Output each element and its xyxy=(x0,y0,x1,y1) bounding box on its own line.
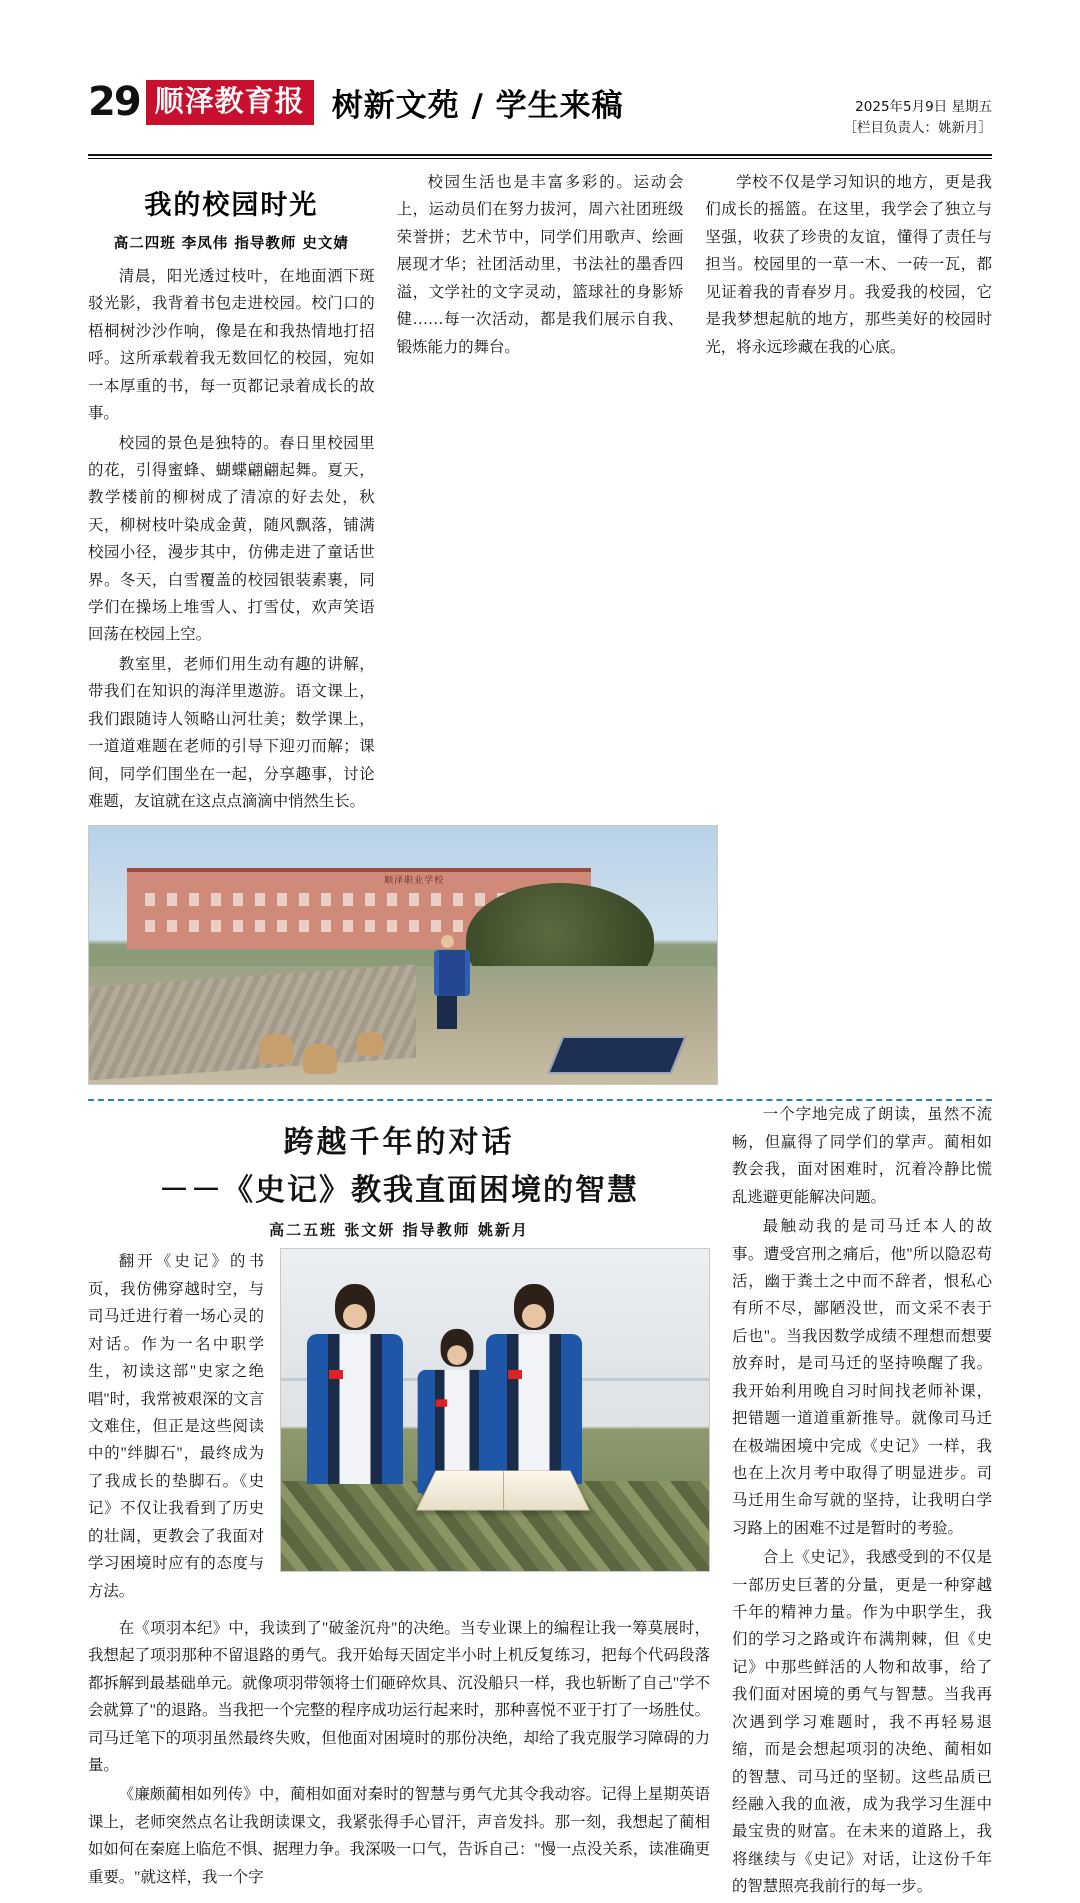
article1-paragraph: 清晨，阳光透过枝叶，在地面洒下斑驳光影，我背着书包走进校园。校门口的梧桐树沙沙作响，像是在和我热情地打招呼。这所承载着我无数回忆的校园，宛如一本厚重的书，每一页都记录着成长的故事。 xyxy=(88,268,375,423)
students-reading-photo xyxy=(280,1248,710,1572)
deer-statue xyxy=(303,1044,337,1074)
deer-statue xyxy=(356,1032,383,1056)
column-editor: ［栏目负责人：姚新月］ xyxy=(843,120,992,137)
article2-columns xyxy=(88,1101,992,1902)
article1-column-1 xyxy=(88,169,375,817)
article2-top-row xyxy=(88,1248,710,1606)
article1-columns xyxy=(88,169,992,817)
article-my-campus-time xyxy=(88,169,992,1085)
student-figure xyxy=(307,1284,403,1494)
article2-paragraph: 最触动我的是司马迁本人的故事。遭受宫刑之痛后，他"所以隐忍苟活，幽于粪土之中而不辞者，恨私心有所不尽，鄙陋没世，而文采不表于后也"。当我因数学成绩不理想而想要放弃时，是司马迁的坚持唤醒了我。我开始利用晚自习时间找老师补课，把错题一道道重新推导。就像司马迁在极端困境中完成《史记》一样，我也在上次月考中取得了明显进步。司马迁用生命写就的坚持，让我明白学习路上的困难不过是暂时的考验。 xyxy=(732,1218,992,1537)
page-number: 29 xyxy=(88,79,140,125)
article2-right-column xyxy=(732,1101,992,1902)
article2-paragraph: 在《项羽本纪》中，我读到了"破釜沉舟"的决绝。当专业课上的编程让我一筹莫展时，我想起了项羽那种不留退路的勇气。我开始每天固定半小时上机反复练习，把每个代码段落都拆解到最基础单元。就像项羽带领将士们砸碎炊具、沉没船只一样，我也斩断了自己"学不会就算了"的退路。当我把一个完整的程序成功运行起来时，那种喜悦不亚于打了一场胜仗。司马迁笔下的项羽虽然最终失败，但他面对困境时的那份决绝，却给了我克服学习障碍的力量。 xyxy=(88,1619,710,1775)
article1-paragraph: 校园生活也是丰富多彩的。运动会上，运动员们在努力拔河，周六社团班级荣誉拼；艺术节中，同学们用歌声、绘画展现才华；社团活动里，书法社的墨香四溢，文学社的文字灵动，篮球社的身影矫健……每一次活动，都是我们展示自我、锻炼能力的舞台。 xyxy=(396,174,684,356)
article2-paragraph: 翻开《史记》的书页，我仿佛穿越时空，与司马迁进行着一场心灵的对话。作为一名中职学生，初读这部"史家之绝唱"时，我常被艰深的文言文难住，但正是这些阅读中的"绊脚石"，最终成为了我成长的垫脚石。《史记》不仅让我看到了历史的壮阔，更教会了我面对学习困境时应有的态度与方法。 xyxy=(88,1253,264,1600)
paper-name: 顺泽教育报 xyxy=(146,80,314,125)
article1-column-2 xyxy=(397,169,684,817)
article2-paragraph: 《廉颇蔺相如列传》中，蔺相如面对秦时的智慧与勇气尤其令我动容。记得上星期英语课上，老师突然点名让我朗读课文，我紧张得手心冒汗，声音发抖。那一刻，我想起了蔺相如如何在秦庭上临危不惧、据理力争。我深吸一口气，告诉自己："慢一点没关系，读准确更重要。"就这样，我一个字 xyxy=(88,1786,710,1886)
section-title: 树新文苑 / 学生来稿 xyxy=(331,87,624,124)
school-sign-text: 顺泽职业学校 xyxy=(384,875,445,886)
publication-date: 2025年5月9日 星期五 xyxy=(855,98,992,115)
article2-intro-column xyxy=(88,1248,264,1606)
student-figure xyxy=(486,1284,582,1494)
article1-column-3 xyxy=(705,169,992,817)
article2-headline-line2: －－《史记》教我直面困境的智慧 xyxy=(159,1173,639,1209)
article2-headline-line1: 跨越千年的对话 xyxy=(283,1125,515,1161)
masthead-rule-thin xyxy=(88,158,992,159)
deer-statue xyxy=(259,1034,293,1064)
article2-paragraph: 合上《史记》，我感受到的不仅是一部历史巨著的分量，更是一种穿越千年的精神力量。作为中职学生，我们的学习之路或许布满荆棘，但《史记》中那些鲜活的人物和故事，给了我们面对困境的勇气与智慧。当我再次遇到学习难题时，我不再轻易退缩，而是会想起项羽的决绝、蔺相如的智慧、司马迁的坚韧。这些品质已经融入我的血液，成为我学习生涯中最宝贵的财富。在未来的道路上，我将继续与《史记》对话，让这份千年的智慧照亮我前行的每一步。 xyxy=(732,1549,992,1896)
student-figure xyxy=(434,935,460,1027)
article1-paragraph: 学校不仅是学习知识的地方，更是我们成长的摇篮。在这里，我学会了独立与坚强，收获了珍贵的友谊，懂得了责任与担当。校园里的一草一木、一砖一瓦，都见证着我的青春岁月。我爱我的校园，它是我梦想起航的地方，那些美好的校园时光，将永远珍藏在我的心底。 xyxy=(705,174,993,356)
article1-byline: 高二四班 李凤伟 指导教师 史文婧 xyxy=(113,236,349,252)
masthead xyxy=(88,0,992,148)
article-dialogue-across-millennia xyxy=(88,1101,992,1902)
article2-paragraph: 一个字地完成了朗读，虽然不流畅，但赢得了同学们的掌声。蔺相如教会我，面对困难时，沉着冷静比慌乱逃避更能解决问题。 xyxy=(732,1106,992,1206)
article2-bottom-text xyxy=(88,1615,710,1893)
solar-panel xyxy=(548,1036,687,1074)
article2-left-block xyxy=(88,1101,710,1902)
article1-paragraph: 校园的景色是独特的。春日里校园里的花，引得蜜蜂、蝴蝶翩翩起舞。夏天，教学楼前的柳树成了清凉的好去处，秋天，柳树枝叶染成金黄，随风飘落，铺满校园小径，漫步其中，仿佛走进了童话世界。冬天，白雪覆盖的校园银装素裹，同学们在操场上堆雪人、打雪仗，欢声笑语回荡在校园上空。 xyxy=(88,434,375,644)
article1-paragraph: 教室里，老师们用生动有趣的讲解，带我们在知识的海洋里遨游。语文课上，我们跟随诗人领略山河壮美；数学课上，一道道难题在老师的引导下迎刃而解；课间，同学们围坐在一起，分享趣事，讨论难题，友谊就在这点点滴滴中悄然生长。 xyxy=(88,655,375,811)
open-book xyxy=(416,1470,590,1510)
article2-byline: 高二五班 张文妍 指导教师 姚新月 xyxy=(269,1221,529,1240)
masthead-meta xyxy=(844,97,993,140)
article1-headline: 我的校园时光 xyxy=(144,190,319,221)
campus-photo xyxy=(88,825,718,1085)
masthead-rule-thick xyxy=(88,154,992,156)
